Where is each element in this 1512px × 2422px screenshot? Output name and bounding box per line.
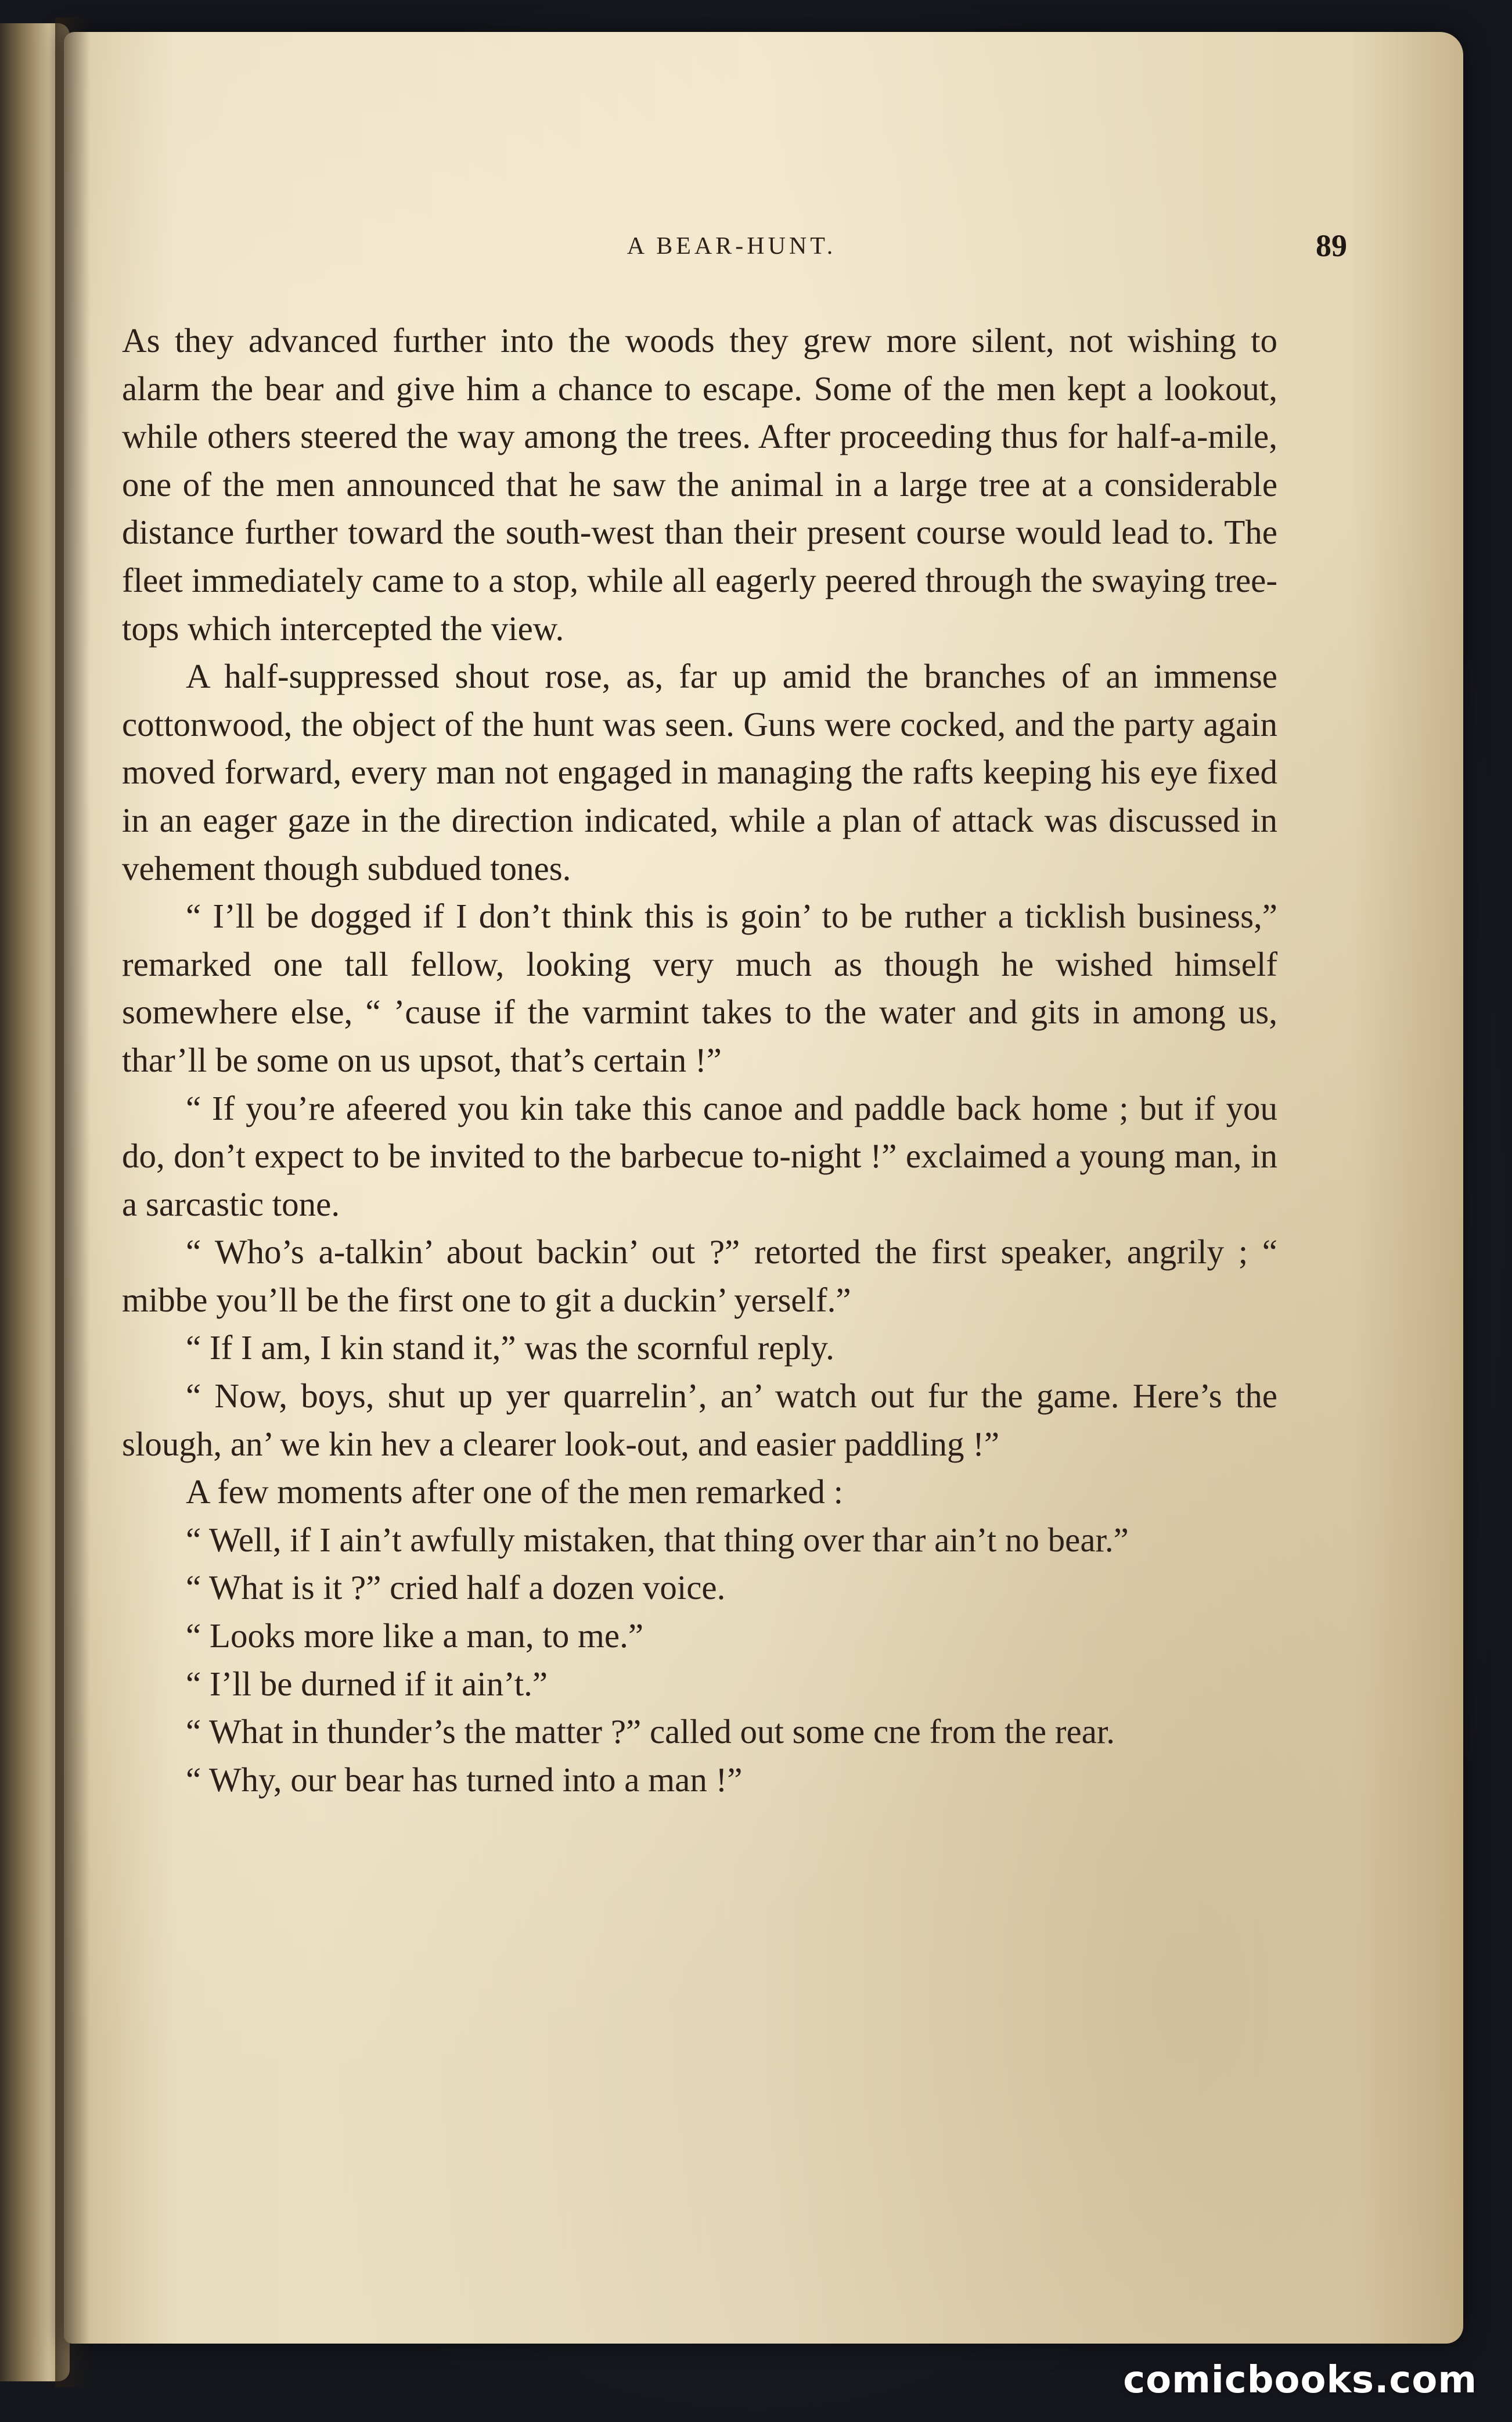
paragraph: “ I’ll be dogged if I don’t think this is goin’ to be ruther a ticklish business,” remarked one tall fellow, looking very much as though he wished himself somewhere else, “ ’cause if the varmint takes to the water and gits in among us, thar’ll be some on us upsot, that’s certain !” (122, 897, 1277, 1079)
paragraph: A few moments after one of the men remarked : (186, 1472, 844, 1511)
watermark: comicbooks.com (1123, 2359, 1477, 2402)
paragraph: “ I’ll be durned if it ain’t.” (186, 1664, 548, 1703)
body-text (122, 317, 1277, 1803)
page-number: 89 (1316, 228, 1347, 263)
paragraph: “ Now, boys, shut up yer quarrelin’, an’ watch out fur the game. Here’s the slough, an’ we kin hev a clearer look-out, and easier paddling !” (122, 1377, 1277, 1463)
paragraph: “ Well, if I ain’t awfully mistaken, that thing over thar ain’t no bear.” (186, 1520, 1129, 1559)
paragraph: A half-suppressed shout rose, as, far up amid the branches of an immense cottonwood, the object of the hunt was seen. Guns were cocked, and the party again moved forward, every man not engaged in managing the rafts keeping his eye fixed in an eager gaze in the direction indicated, while a plan of attack was discussed in vehement though subdued tones. (122, 657, 1277, 887)
book-page (64, 32, 1463, 2344)
paragraph: “ What in thunder’s the matter ?” called out some cne from the rear. (186, 1712, 1115, 1751)
paragraph: As they advanced further into the woods they grew more silent, not wishing to alarm the bear and give him a chance to escape. Some of the men kept a lookout, while others steered the way among the trees. After proceeding thus for half-a-mile, one of the men announced that he saw the animal in a large tree at a considerable distance further toward the south-west than their present course would lead to. The fleet immediately came to a stop, while all eagerly peered through the swaying tree-tops which intercepted the view. (122, 321, 1277, 648)
paragraph: “ What is it ?” cried half a dozen voice. (186, 1568, 726, 1607)
running-head: A BEAR-HUNT. (627, 233, 837, 260)
paragraph: “ Why, our bear has turned into a man !” (186, 1760, 743, 1799)
page-header (134, 228, 1347, 279)
paragraph: “ Looks more like a man, to me.” (186, 1616, 644, 1655)
spine-shadow (55, 17, 90, 2387)
paragraph: “ If I am, I kin stand it,” was the scornful reply. (186, 1328, 834, 1367)
paragraph: “ If you’re afeered you kin take this canoe and paddle back home ; but if you do, don’t expect to be invited to the barbecue to-night !” exclaimed a young man, in a sarcastic tone. (122, 1088, 1277, 1223)
paragraph: “ Who’s a-talkin’ about backin’ out ?” retorted the first speaker, angrily ; “ mibbe you’ll be the first one to git a duckin’ yerself.” (122, 1232, 1277, 1319)
